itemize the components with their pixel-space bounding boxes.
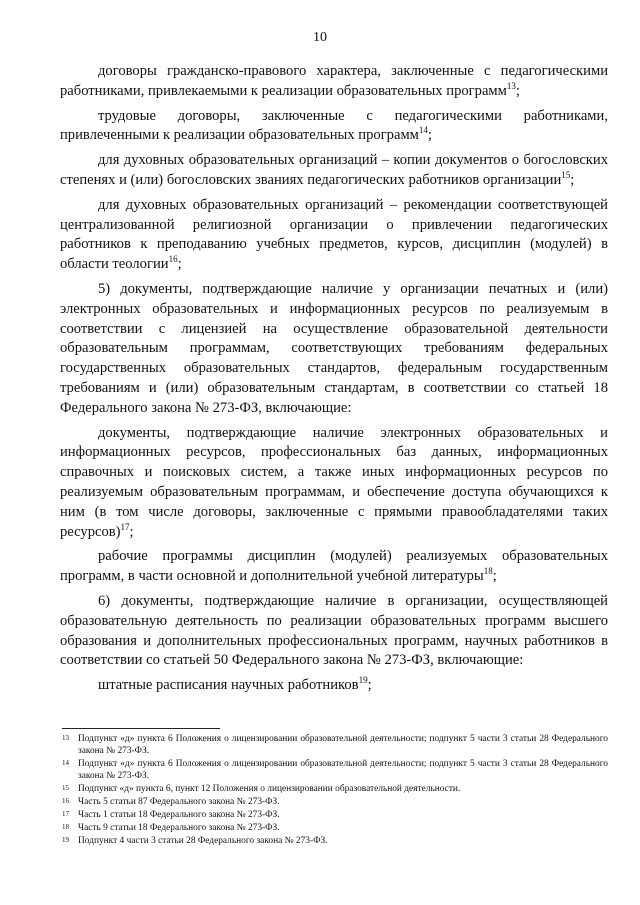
paragraph: 6) документы, подтверждающие наличие в организации, осуществляющей образовательную деятельность по реализации образовательных программ высшего образования и дополнительных профессиональных программ, научных работников в соответствии со статьей 50 Федерального закона № 273-ФЗ, включающие: — [60, 592, 608, 669]
footnote-ref[interactable]: 19 — [358, 675, 368, 686]
footnote-text: Подпункт «д» пункта 6 Положения о лицензировании образовательной деятельности; подпункт 5 части 3 статьи 28 Федерального закона № 273-ФЗ. — [78, 759, 608, 781]
footnote — [62, 822, 608, 834]
footnote-ref[interactable]: 16 — [168, 254, 178, 265]
paragraph: рабочие программы дисциплин (модулей) реализуемых образовательных программ, в части основной и дополнительной учебной литературы$^{18}$; — [60, 548, 608, 585]
paragraph: штатные расписания научных работников$^{19}$; — [98, 675, 372, 694]
footnote — [62, 733, 608, 757]
footnote-text: Часть 9 статьи 18 Федерального закона № 273-ФЗ. — [78, 823, 280, 833]
footnote-text: Подпункт «д» пункта 6, пункт 12 Положения о лицензировании образовательной деятельности. — [78, 784, 461, 794]
footnote — [62, 809, 608, 821]
footnotes — [62, 733, 608, 848]
footnote-text: Подпункт 4 части 3 статьи 28 Федерального закона № 273-ФЗ. — [78, 836, 328, 846]
footnote — [62, 758, 608, 782]
footnote-ref[interactable]: 18 — [483, 566, 493, 577]
footnote-ref[interactable]: 14 — [418, 125, 428, 136]
footnote-ref[interactable]: 13 — [506, 80, 516, 91]
footnote-text: Часть 5 статьи 87 Федерального закона № 273-ФЗ. — [78, 797, 280, 807]
paragraph: документы, подтверждающие наличие электронных образовательных и информационных ресурсов, профессиональных баз данных, информационных справочных и поисковых систем, а также иных информационных ресурсов по реализуемым образовательным программам, и обеспечение доступа обучающихся к ним (в том числе договоры, заключенные с прямыми правообладателями таких ресурсов)$^{17}$; — [60, 424, 608, 540]
footnote-number: 15 — [62, 784, 69, 792]
paragraph: 5) документы, подтверждающие наличие у организации печатных и (или) электронных образовательных и информационных ресурсов по реализуемым в соответствии с лицензией на осуществление образовательной деятельности образовательным программам, соответствующих требованиям федеральных государственных образовательных стандартов, федеральным государственным требованиям и (или) образовательным стандартам, в соответствии со статьей 18 Федерального закона № 273-ФЗ, включающие: — [60, 280, 608, 416]
page-number: 10 — [313, 30, 327, 45]
footnote-number: 18 — [62, 823, 69, 831]
footnote-number: 13 — [62, 734, 69, 742]
footnote-number: 16 — [62, 797, 69, 805]
footnote-separator — [62, 728, 220, 729]
footnote-number: 19 — [62, 836, 69, 844]
footnote-number: 17 — [62, 810, 69, 818]
footnote-text: Подпункт «д» пункта 6 Положения о лицензировании образовательной деятельности; подпункт 5 части 3 статьи 28 Федерального закона № 273-ФЗ. — [78, 734, 608, 756]
footnote — [62, 783, 608, 795]
footnote-text: Часть 1 статьи 18 Федерального закона № 273-ФЗ. — [78, 810, 280, 820]
footnote — [62, 796, 608, 808]
paragraph: для духовных образовательных организаций – рекомендации соответствующей централизованной религиозной организации о привлечении педагогических работников к преподаванию учебных предметов, курсов, дисциплин (модулей) в области теологии$^{16}$; — [60, 196, 608, 273]
paragraph: трудовые договоры, заключенные с педагогическими работниками, привлеченными к реализации образовательных программ$^{14}$; — [60, 107, 608, 144]
footnote — [62, 835, 608, 847]
footnote-ref[interactable]: 15 — [561, 169, 571, 180]
footnote-number: 14 — [62, 759, 69, 767]
paragraph: договоры гражданско-правового характера, заключенные с педагогическими работниками, привлекаемыми к реализации образовательных программ$^{13}$; — [60, 63, 608, 99]
footnote-ref[interactable]: 17 — [120, 521, 130, 532]
paragraph: для духовных образовательных организаций – копии документов о богословских степенях и (или) богословских званиях педагогических работников организации$^{15}$; — [60, 152, 608, 188]
document-body — [60, 62, 608, 701]
